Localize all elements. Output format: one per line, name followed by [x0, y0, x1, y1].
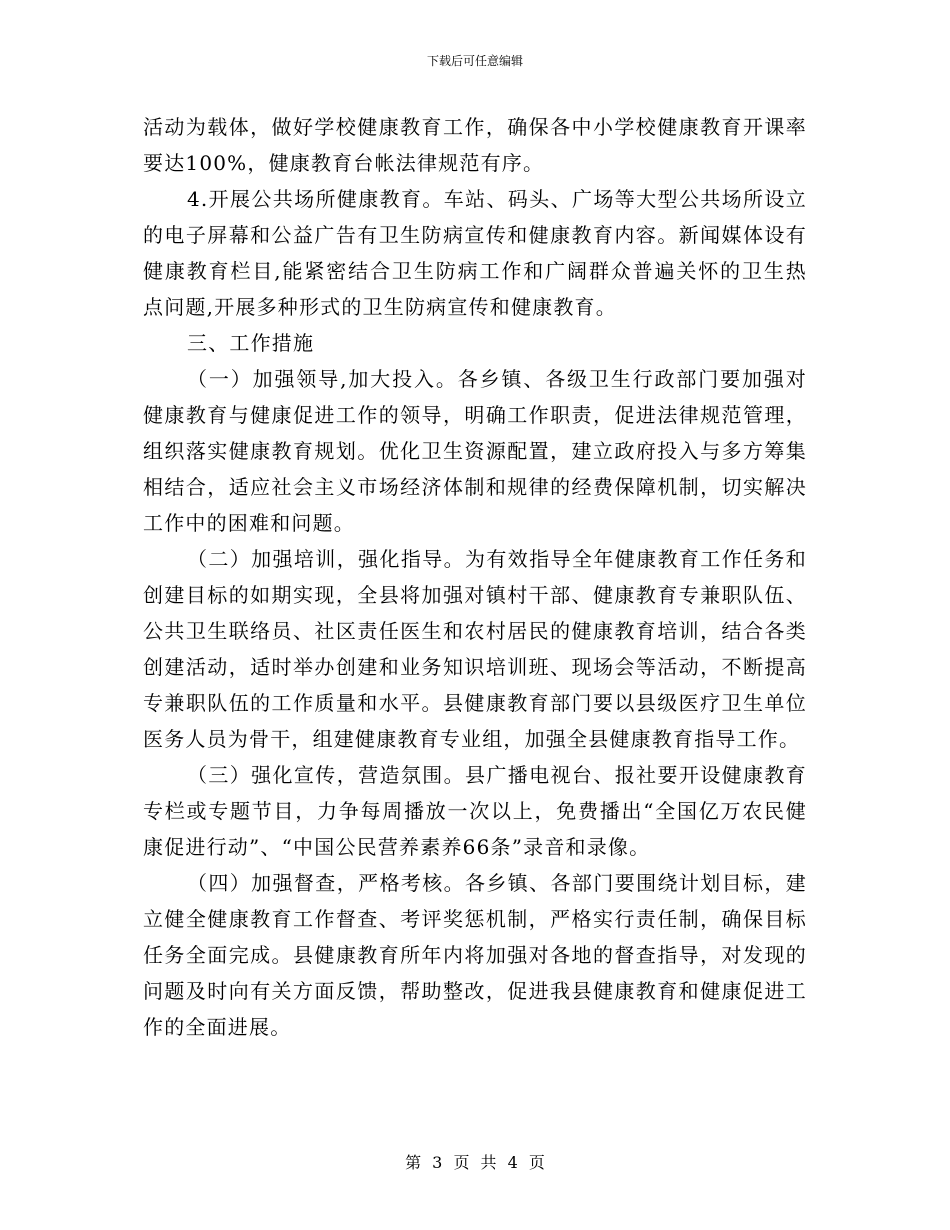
paragraph-measure-supervision: （四）加强督查，严格考核。各乡镇、各部门要围绕计划目标，建立健全健康教育工作督查、考评奖惩机制，严格实行责任制，确保目标任务全面完成。县健康教育所年内将加强对各地的督查指导，对发现的问题及时向有关方面反馈，帮助整改，促进我县健康教育和健康促进工作的全面进展。 — [143, 871, 807, 1039]
paragraph-measure-training: （二）加强培训，强化指导。为有效指导全年健康教育工作任务和创建目标的如期实现，全县将加强对镇村干部、健康教育专兼职队伍、公共卫生联络员、社区责任医生和农村居民的健康教育培训，结合各类创建活动，适时举办创建和业务知识培训班、现场会等活动，不断提高专兼职队伍的工作质量和水平。县健康教育部门要以县级医疗卫生单位医务人员为骨干，组建健康教育专业组，加强全县健康教育指导工作。 — [143, 547, 807, 751]
page-footer: 第 3 页 共 4 页 — [405, 1153, 545, 1172]
paragraph-public-places: 4.开展公共场所健康教育。车站、码头、广场等大型公共场所设立的电子屏幕和公益广告有卫生防病宣传和健康教育内容。新闻媒体设有健康教育栏目,能紧密结合卫生防病工作和广阔群众普遍关怀的卫生热点问题,开展多种形式的卫生防病宣传和健康教育。 — [143, 187, 807, 319]
paragraph-measure-publicity: （三）强化宣传，营造氛围。县广播电视台、报社要开设健康教育专栏或专题节目，力争每周播放一次以上，免费播出“全国亿万农民健康促进行动”、“中国公民营养素养66条”录音和录像。 — [143, 763, 807, 859]
document-body — [143, 109, 807, 1045]
page-header: 下载后可任意编辑 — [426, 54, 523, 68]
paragraph-school-health-continued: 活动为载体，做好学校健康教育工作，确保各中小学校健康教育开课率要达100%，健康教育台帐法律规范有序。 — [143, 115, 807, 175]
paragraph-measure-leadership: （一）加强领导,加大投入。各乡镇、各级卫生行政部门要加强对健康教育与健康促进工作的领导，明确工作职责，促进法律规范管理，组织落实健康教育规划。优化卫生资源配置，建立政府投入与多方筹集相结合，适应社会主义市场经济体制和规律的经费保障机制，切实解决工作中的困难和问题。 — [143, 367, 807, 535]
section-heading-measures: 三、工作措施 — [187, 331, 315, 355]
